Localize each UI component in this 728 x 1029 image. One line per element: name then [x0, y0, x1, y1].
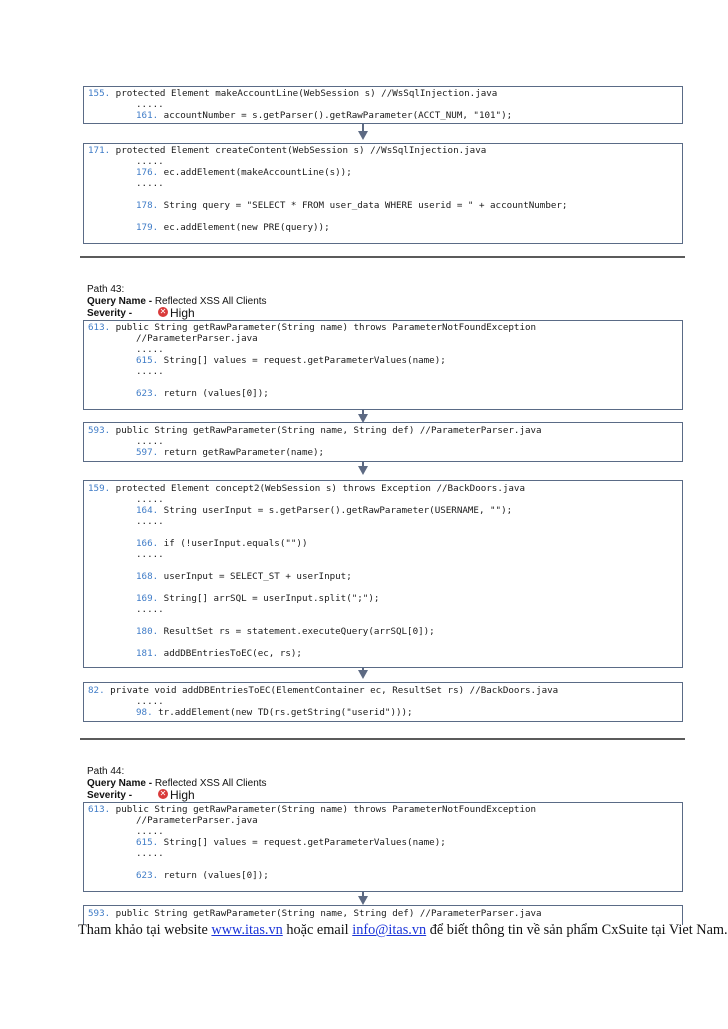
flow-arrow-icon — [358, 670, 368, 679]
code-line: ..... — [136, 848, 164, 859]
email-link[interactable]: info@itas.vn — [352, 922, 427, 938]
code-line: 159. protected Element concept2(WebSession s) throws Exception //BackDoors.java — [88, 483, 525, 494]
code-line: 168. userInput = SELECT_ST + userInput; — [136, 571, 352, 582]
error-x-icon: ✕ — [159, 307, 167, 316]
website-link[interactable]: www.itas.vn — [211, 922, 283, 938]
code-line: ..... — [136, 344, 164, 355]
section-divider — [80, 256, 685, 258]
code-line: ..... — [136, 494, 164, 505]
code-block — [83, 320, 683, 410]
code-line: 180. ResultSet rs = statement.executeQuery(arrSQL[0]); — [136, 626, 435, 637]
severity-value: High — [170, 306, 195, 320]
code-line: 164. String userInput = s.getParser().getRawParameter(USERNAME, ""); — [136, 505, 513, 516]
code-line: ..... — [136, 516, 164, 527]
code-block — [83, 86, 683, 124]
code-line: 593. public String getRawParameter(String name, String def) //ParameterParser.java — [88, 425, 542, 436]
path-label: Path 44: — [87, 766, 125, 777]
code-line: ..... — [136, 436, 164, 447]
code-line: ..... — [136, 366, 164, 377]
code-line: 623. return (values[0]); — [136, 870, 269, 881]
code-line: 181. addDBEntriesToEC(ec, rs); — [136, 648, 302, 659]
code-line: 593. public String getRawParameter(String name, String def) //ParameterParser.java — [88, 908, 542, 919]
query-name: Query Name - Reflected XSS All Clients — [87, 296, 267, 307]
code-line: 98. tr.addElement(new TD(rs.getString("userid"))); — [136, 707, 413, 718]
code-line: 623. return (values[0]); — [136, 388, 269, 399]
footer-note: Tham khảo tại website www.itas.vn hoặc email info@itas.vn để biết thông tin về sản phẩm CxSuite tại Viet Nam. — [78, 922, 728, 938]
severity-label: Severity - — [87, 790, 133, 801]
query-name: Query Name - Reflected XSS All Clients — [87, 778, 267, 789]
code-line: ..... — [136, 156, 164, 167]
code-block — [83, 802, 683, 892]
code-line: 178. String query = "SELECT * FROM user_data WHERE userid = " + accountNumber; — [136, 200, 568, 211]
code-block — [83, 682, 683, 722]
code-block — [83, 422, 683, 462]
code-line: 161. accountNumber = s.getParser().getRawParameter(ACCT_NUM, "101"); — [136, 110, 513, 121]
severity-label: Severity - — [87, 308, 133, 319]
code-line: ..... — [136, 696, 164, 707]
error-x-icon: ✕ — [159, 789, 167, 798]
code-line: 179. ec.addElement(new PRE(query)); — [136, 222, 330, 233]
code-line: 597. return getRawParameter(name); — [136, 447, 325, 458]
code-line: 613. public String getRawParameter(String name) throws ParameterNotFoundException — [88, 804, 537, 815]
path-label: Path 43: — [87, 284, 125, 295]
code-line: ..... — [136, 178, 164, 189]
code-line: 613. public String getRawParameter(String name) throws ParameterNotFoundException — [88, 322, 537, 333]
code-line: //ParameterParser.java — [136, 333, 258, 344]
flow-arrow-icon — [358, 131, 368, 140]
section-divider — [80, 738, 685, 740]
code-line: 169. String[] arrSQL = userInput.split(";"); — [136, 593, 380, 604]
flow-arrow-icon — [358, 896, 368, 905]
code-line: ..... — [136, 99, 164, 110]
code-block — [83, 143, 683, 244]
severity-value: High — [170, 788, 195, 802]
code-line: 82. private void addDBEntriesToEC(ElementContainer ec, ResultSet rs) //BackDoors.java — [88, 685, 559, 696]
flow-arrow-icon — [358, 466, 368, 475]
code-line: ..... — [136, 549, 164, 560]
code-line: 176. ec.addElement(makeAccountLine(s)); — [136, 167, 352, 178]
code-line: 615. String[] values = request.getParameterValues(name); — [136, 355, 446, 366]
code-block — [83, 480, 683, 668]
code-line: ..... — [136, 826, 164, 837]
code-line: //ParameterParser.java — [136, 815, 258, 826]
code-line: 155. protected Element makeAccountLine(WebSession s) //WsSqlInjection.java — [88, 88, 498, 99]
code-line: 615. String[] values = request.getParameterValues(name); — [136, 837, 446, 848]
code-line: 166. if (!userInput.equals("")) — [136, 538, 308, 549]
code-line: ..... — [136, 604, 164, 615]
code-line: 171. protected Element createContent(WebSession s) //WsSqlInjection.java — [88, 145, 487, 156]
